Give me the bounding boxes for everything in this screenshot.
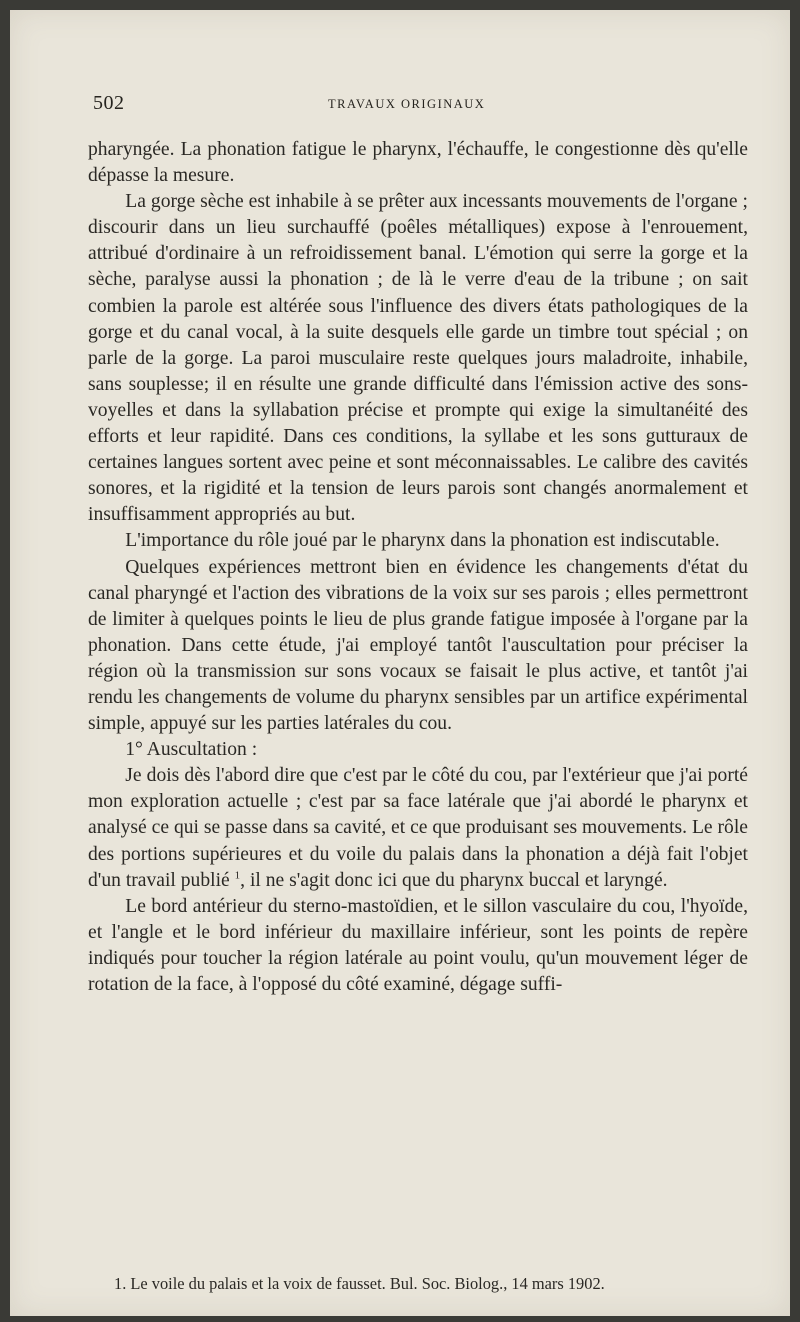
running-head: TRAVAUX ORIGINAUX <box>328 97 486 111</box>
paragraph-continuation: pharyngée. La phonation fatigue le pharynx, l'échauffe, le congestionne dès qu'elle dépasse la mesure. <box>88 139 748 187</box>
footnote: 1. Le voile du palais et la voix de fausset. Bul. Soc. Biolog., 14 mars 1902. <box>114 1274 605 1293</box>
paragraph-importance: L'importance du rôle joué par le pharynx dans la phonation est indiscutable. <box>125 530 720 552</box>
paragraph-experiments: Quelques expériences mettront bien en évidence les changements d'état du canal pharyngé et l'action des vibrations de la voix sur ses parois ; elles permettront de limiter à quelques points le lieu de plus grande fatigue imposée à l'organe par la phonation. Dans cette étude, j'ai employé tantôt l'auscultation pour préciser la région où la transmission sur sons vocaux se faisait le plus active, et tantôt j'ai rendu les changements de volume du pharynx sensibles par un artifice expérimental simple, appuyé sur les parties latérales du cou. <box>88 556 748 735</box>
body-text <box>88 137 748 998</box>
paragraph-exploration-end: il ne s'agit donc ici que du pharynx buccal et laryngé. <box>249 869 668 891</box>
section-heading-auscultation: 1° Auscultation : <box>125 739 258 761</box>
paragraph-exploration-text: Je dois dès l'abord dire que c'est par le côté du cou, par l'extérieur que j'ai porté mon exploration actuelle ; c'est par sa face latérale que j'ai abordé le pharynx et analysé ce qui se passe dans sa cavité, et ce que produisant ses mouvements. Le rôle des portions supérieures et du voile du palais dans la phonation a déjà fait l'objet d'un travail publié <box>88 765 748 891</box>
footnote-reference: 1 <box>234 869 241 882</box>
page-header <box>93 92 748 120</box>
footnote-reference-comma: , <box>240 869 246 891</box>
paragraph-landmarks: Le bord antérieur du sterno-mastoïdien, et le sillon vasculaire du cou, l'hyoïde, et l'angle et le bord inférieur du maxillaire inférieur, sont les points de repère indiqués pour toucher la région latérale au point voulu, qu'un mouvement léger de rotation de la face, à l'opposé du côté examiné, dégage suffi- <box>88 895 748 995</box>
paragraph-exploration <box>88 763 748 893</box>
page <box>10 10 790 1316</box>
paragraph-throat: La gorge sèche est inhabile à se prêter aux incessants mouvements de l'organe ; discourir dans un lieu surchauffé (poêles métalliques) expose à l'enrouement, attribué d'ordinaire à un refroidissement banal. L'émotion qui serre la gorge et la sèche, paralyse aussi la phonation ; de là le verre d'eau de la tribune ; on sait combien la parole est altérée sous l'influence des divers états pathologiques de la gorge et du canal vocal, à la suite desquels elle garde un timbre tout spécial ; on parle de la gorge. La paroi musculaire reste quelques jours maladroite, inhabile, sans souplesse; il en résulte une grande difficulté dans l'émission active des sons-voyelles et dans la syllabation précise et prompte qui exige la simultanéité des efforts et leur rapidité. Dans ces conditions, la syllabe et les sons gutturaux de certaines langues sortent avec peine et sont méconnaissables. Le calibre des cavités sonores, et la rigidité et la tension de leurs parois sont changés anormalement et insuffisamment appropriés au but. <box>88 191 748 526</box>
page-number: 502 <box>93 92 125 114</box>
